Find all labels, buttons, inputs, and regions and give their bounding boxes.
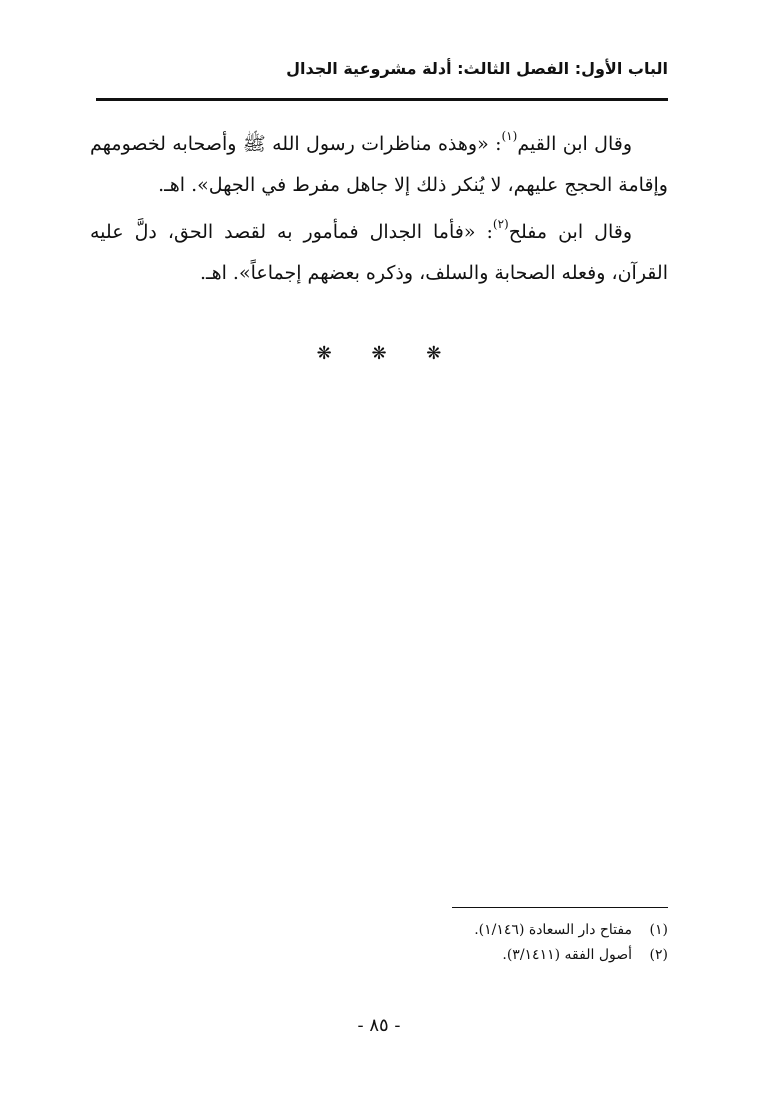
footnote-2 [90, 943, 668, 968]
paragraph-1-lead: وقال ابن القيم [517, 133, 632, 155]
footnote-text: مفتاح دار السعادة (١/١٤٦). [474, 922, 632, 938]
paragraph-2-text: : «فأما الجدال فمأمور به لقصد الحق، دلَّ عليه القرآن، وفعله الصحابة والسلف، وذكره بعضهم إجماعاً». اهـ. [90, 221, 668, 284]
section-ornament [0, 343, 758, 364]
footnote-number: (٢) [649, 947, 668, 963]
footnote-text: أصول الفقه (٣/١٤١١). [502, 947, 632, 963]
footnote-ref-2: (٢) [492, 217, 509, 231]
footnotes [90, 918, 668, 968]
paragraph-ibn-muflih [90, 212, 668, 294]
paragraph-1-text: : «وهذه مناظرات رسول الله ﷺ وأصحابه لخصومهم وإقامة الحجج عليهم، لا يُنكر ذلك إلا جاهل مفرط في الجهل». اهـ. [90, 133, 668, 196]
footnote-1 [90, 918, 668, 943]
ornament-star-icon: ❋ [316, 343, 332, 364]
paragraph-ibn-al-qayyim [90, 124, 668, 206]
running-header: الباب الأول: الفصل الثالث: أدلة مشروعية الجدال [286, 59, 668, 78]
ornament-star-icon: ❋ [371, 343, 387, 364]
footnote-rule [452, 907, 668, 908]
footnote-ref-1: (١) [501, 129, 518, 143]
main-text [90, 124, 668, 300]
ornament-star-icon: ❋ [426, 343, 442, 364]
page-number: - ٨٥ - [357, 1015, 401, 1036]
header-rule [96, 98, 668, 101]
paragraph-2-lead: وقال ابن مفلح [508, 221, 633, 243]
footnote-number: (١) [649, 922, 668, 938]
